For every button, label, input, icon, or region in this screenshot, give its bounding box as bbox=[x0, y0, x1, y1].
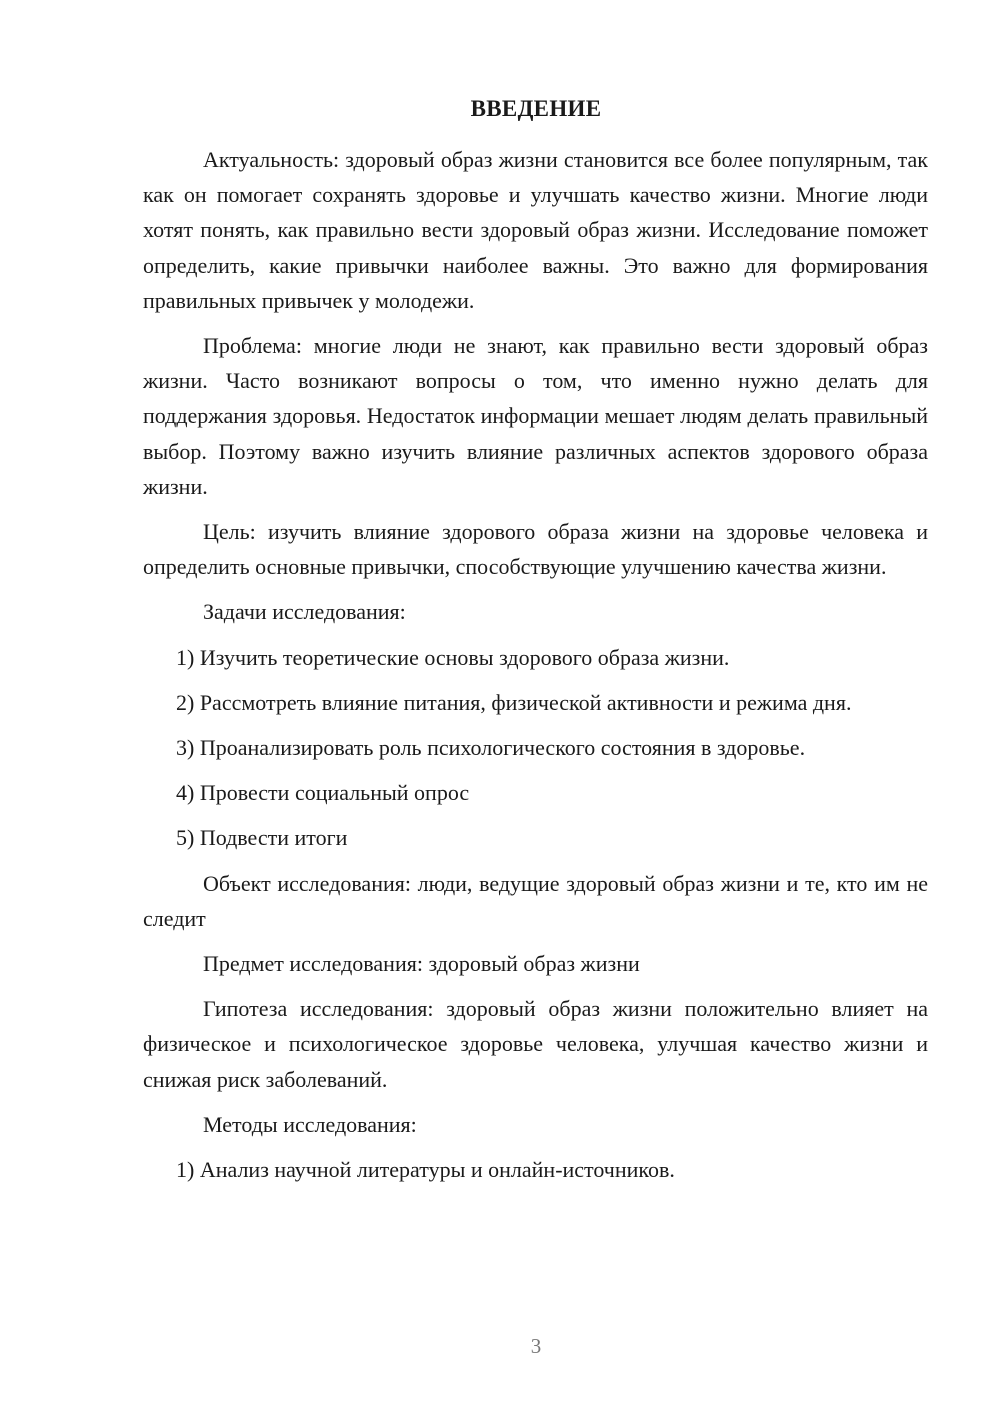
paragraph-tasks-heading: Задачи исследования: bbox=[203, 599, 406, 625]
task-item-2: 2) Рассмотреть влияние питания, физической активности и режима дня. bbox=[176, 689, 852, 715]
paragraph-problem: Проблема: многие люди не знают, как правильно вести здоровый образ жизни. Часто возникают вопросы о том, что именно нужно делать для поддержания здоровья. Недостаток информации мешает людям делать правильный выбор. Поэтому важно изучить влияние различных аспектов здорового образа жизни. bbox=[143, 333, 928, 499]
page-number: 3 bbox=[530, 1334, 542, 1358]
paragraph-goal: Цель: изучить влияние здорового образа жизни на здоровье человека и определить основные привычки, способствующие улучшению качества жизни. bbox=[143, 519, 928, 580]
paragraph-hypothesis: Гипотеза исследования: здоровый образ жизни положительно влияет на физическое и психологическое здоровье человека, улучшая качество жизни и снижая риск заболеваний. bbox=[143, 996, 928, 1092]
paragraph-relevance: Актуальность: здоровый образ жизни становится все более популярным, так как он помогает сохранять здоровье и улучшать качество жизни. Многие люди хотят понять, как правильно вести здоровый образ жизни. Исследование поможет определить, какие привычки наиболее важны. Это важно для формирования правильных привычек у молодежи. bbox=[143, 147, 928, 313]
task-item-3: 3) Проанализировать роль психологического состояния в здоровье. bbox=[176, 735, 806, 761]
method-item-1: 1) Анализ научной литературы и онлайн-источников. bbox=[176, 1157, 675, 1183]
task-item-4: 4) Провести социальный опрос bbox=[176, 780, 470, 806]
task-item-5: 5) Подвести итоги bbox=[176, 825, 348, 851]
page-title: ВВЕДЕНИЕ bbox=[470, 96, 602, 121]
document-body bbox=[143, 142, 928, 1197]
paragraph-object: Объект исследования: люди, ведущие здоровый образ жизни и те, кто им не следит bbox=[143, 870, 928, 931]
task-item-1: 1) Изучить теоретические основы здорового образа жизни. bbox=[176, 644, 730, 670]
paragraph-methods-heading: Методы исследования: bbox=[203, 1111, 417, 1137]
paragraph-subject: Предмет исследования: здоровый образ жизни bbox=[203, 951, 640, 977]
